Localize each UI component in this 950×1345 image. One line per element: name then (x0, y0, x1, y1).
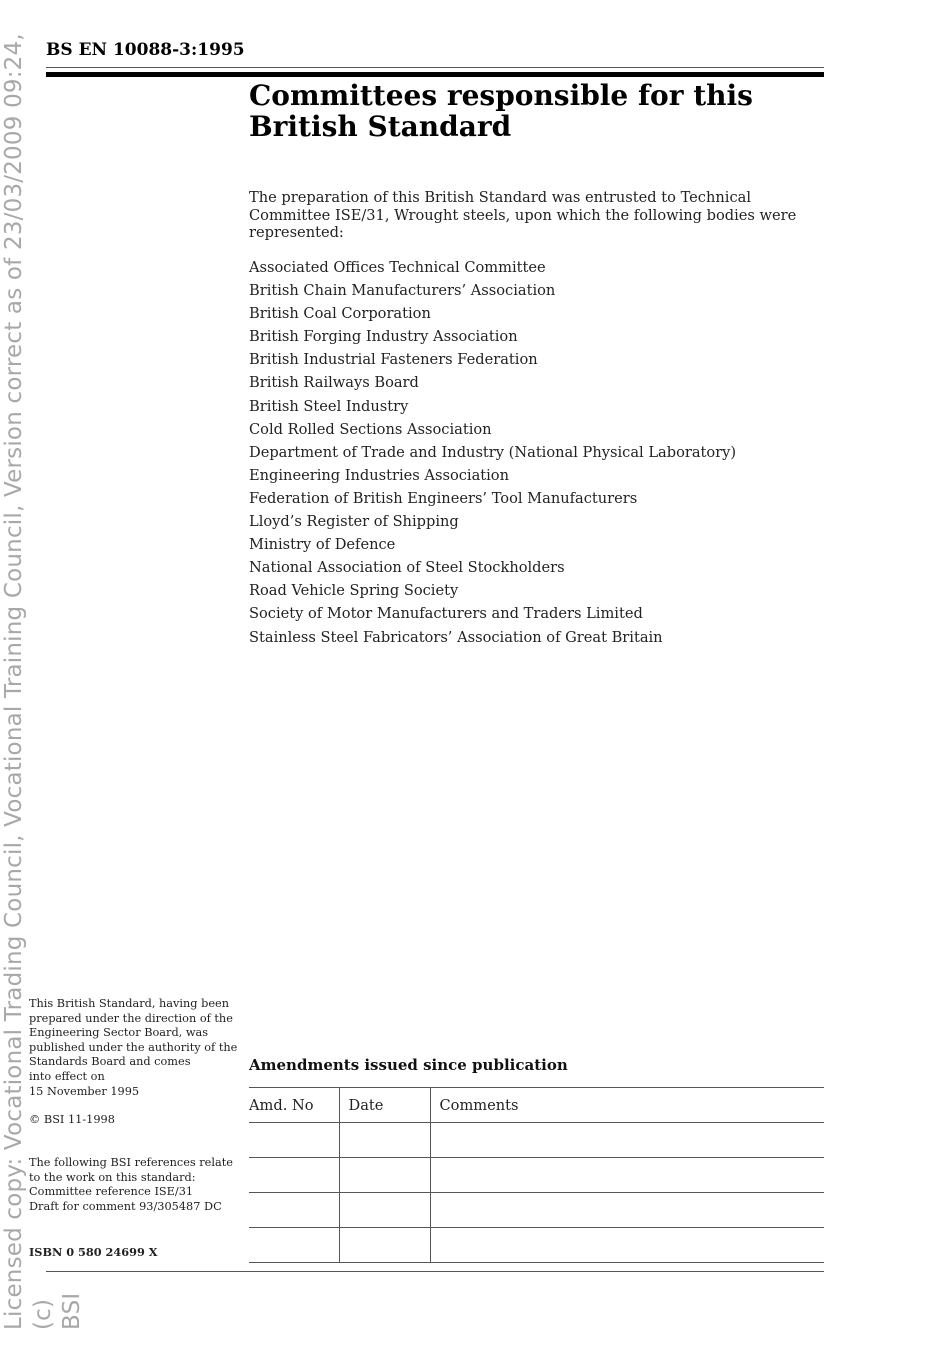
table-cell (249, 1228, 339, 1263)
list-item: Lloyd’s Register of Shipping (249, 513, 459, 531)
publication-note-line: into effect on (29, 1069, 105, 1083)
list-item: Engineering Industries Association (249, 466, 509, 484)
watermark-line-2: BSI (59, 1292, 85, 1330)
list-item: Stainless Steel Fabricators’ Association of Great Britain (249, 628, 663, 646)
table-cell (430, 1123, 824, 1158)
page-title (249, 80, 809, 142)
table-cell (249, 1158, 339, 1193)
list-item: Society of Motor Manufacturers and Traders Limited (249, 605, 643, 623)
list-item: Department of Trade and Industry (National Physical Laboratory) (249, 443, 737, 461)
publication-note-line: published under the authority of the (29, 1040, 238, 1054)
table-cell (249, 1193, 339, 1228)
publication-note (29, 997, 244, 1099)
table-header-row (249, 1088, 824, 1123)
header-rule-thick (46, 72, 824, 77)
represented-bodies-list (249, 256, 849, 649)
table-cell (339, 1123, 430, 1158)
isbn: ISBN 0 580 24699 X (29, 1245, 158, 1259)
table-row (249, 1158, 824, 1193)
publication-note-line: This British Standard, having been (29, 997, 229, 1010)
list-item: Ministry of Defence (249, 536, 396, 554)
references-line: to the work on this standard: (29, 1170, 196, 1184)
publication-note-line: prepared under the direction of the (29, 1011, 233, 1025)
list-item: Road Vehicle Spring Society (249, 582, 459, 600)
list-item: Associated Offices Technical Committee (249, 259, 546, 276)
footer-rule (46, 1271, 824, 1272)
list-item: Federation of British Engineers’ Tool Manufacturers (249, 489, 638, 507)
table-cell (430, 1193, 824, 1228)
table-row (249, 1123, 824, 1158)
table-cell (339, 1158, 430, 1193)
list-item: British Railways Board (249, 374, 419, 392)
table-cell (249, 1123, 339, 1158)
header-rule-thin (46, 67, 824, 68)
document-id: BS EN 10088-3:1995 (46, 40, 245, 60)
publication-note-line: 15 November 1995 (29, 1084, 140, 1098)
list-item: British Forging Industry Association (249, 328, 518, 346)
table-row (249, 1193, 824, 1228)
table-cell (430, 1158, 824, 1193)
list-item: National Association of Steel Stockholders (249, 559, 565, 577)
page-title-line-1: Committees responsible for this (249, 79, 753, 112)
list-item: Cold Rolled Sections Association (249, 420, 492, 438)
copyright-note: © BSI 11-1998 (29, 1113, 115, 1126)
watermark-line-1: Licensed copy: Vocational Trading Council, Vocational Training Council, Version correct as of 23/03/2009 09:24, (c) (1, 33, 56, 1330)
publication-note-line: Engineering Sector Board, was (29, 1026, 209, 1040)
column-header-amd-no: Amd. No (249, 1088, 339, 1123)
amendments-table (249, 1087, 824, 1263)
references-line: The following BSI references relate (29, 1156, 233, 1169)
column-header-date: Date (339, 1088, 430, 1123)
publication-note-line: Standards Board and comes (29, 1055, 191, 1069)
list-item: British Steel Industry (249, 397, 409, 415)
references-line: Draft for comment 93/305487 DC (29, 1199, 222, 1213)
table-row (249, 1228, 824, 1263)
page-title-line-2: British Standard (249, 110, 512, 143)
table-cell (339, 1228, 430, 1263)
column-header-comments: Comments (430, 1088, 824, 1123)
table-cell (430, 1228, 824, 1263)
list-item: British Coal Corporation (249, 305, 431, 323)
bsi-references-note (29, 1156, 244, 1214)
intro-paragraph: The preparation of this British Standard was entrusted to Technical Committee ISE/31, Wrought steels, upon which the following bodies were represented: (249, 189, 797, 241)
list-item: British Industrial Fasteners Federation (249, 351, 538, 369)
list-item: British Chain Manufacturers’ Association (249, 282, 556, 300)
table-cell (339, 1193, 430, 1228)
amendments-title: Amendments issued since publication (249, 1056, 568, 1074)
references-line: Committee reference ISE/31 (29, 1185, 194, 1199)
